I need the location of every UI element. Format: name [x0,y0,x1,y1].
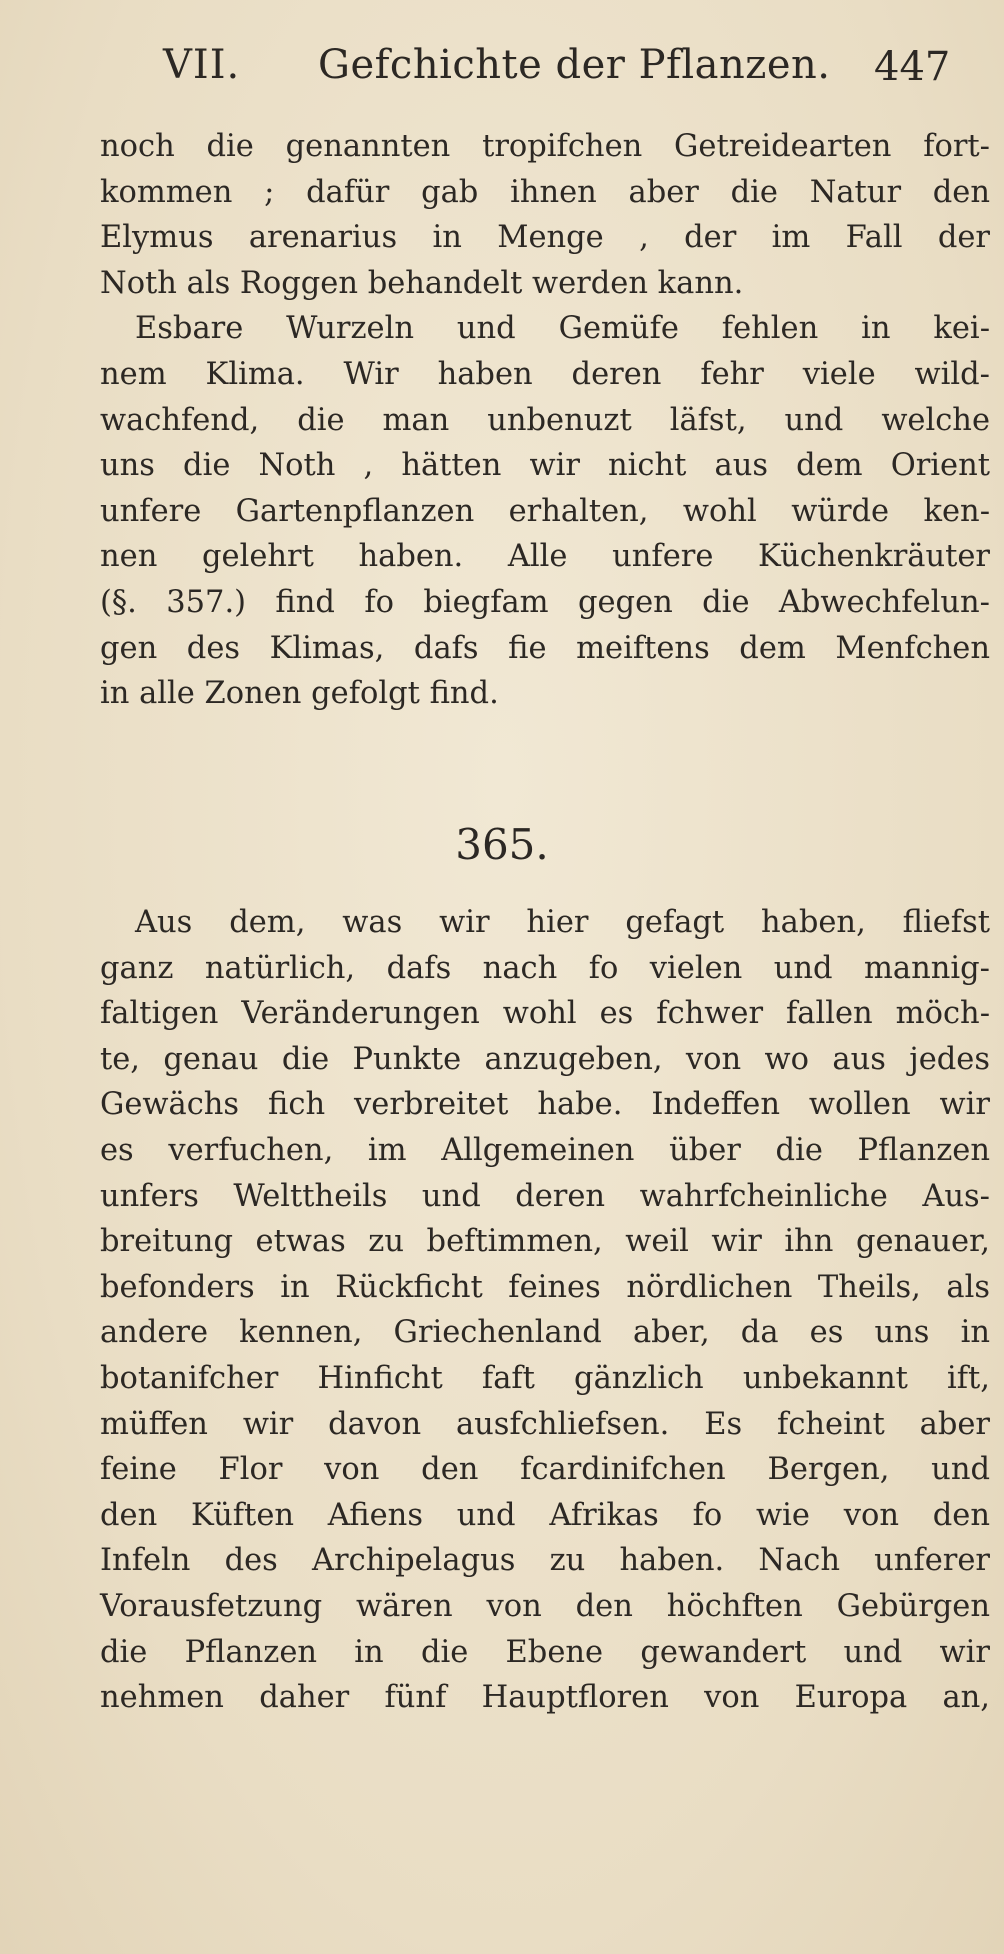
running-header [0,42,1004,102]
text-line: wachfend, die man unbenuzt läfst, und welche [100,402,990,438]
text-line: Esbare Wurzeln und Gemüfe fehlen in kei- [135,311,990,347]
text-line: es verfuchen, im Allgemeinen über die Pflanzen [100,1132,990,1168]
text-line: breitung etwas zu beftimmen, weil wir ihn genauer, [100,1224,990,1260]
text-line: ganz natürlich, dafs nach fo vielen und mannig- [100,950,990,986]
section-number: 365. [455,820,549,869]
text-line: gen des Klimas, dafs fie meiftens dem Menfchen [100,630,990,666]
text-line: faltigen Veränderungen wohl es fchwer fallen möch- [100,996,990,1032]
text-line: den Küften Afiens und Afrikas fo wie von den [100,1497,990,1533]
text-line: nem Klima. Wir haben deren fehr viele wild- [100,356,990,392]
text-line: Noth als Roggen behandelt werden kann. [100,265,744,301]
text-line: in alle Zonen gefolgt find. [100,676,499,712]
text-line: kommen ; dafür gab ihnen aber die Natur den [100,174,990,210]
text-line: (§. 357.) find fo biegfam gegen die Abwechfelun- [100,584,990,620]
text-line: Aus dem, was wir hier gefagt haben, fliefst [135,905,990,940]
text-block-bottom [100,900,990,1721]
text-line: noch die genannten tropifchen Getreidearten fort- [100,129,990,164]
text-line: müffen wir davon ausfchliefsen. Es fcheint aber [100,1406,990,1442]
text-block-top [100,124,990,717]
text-line: Vorausfetzung wären von den höchften Gebürgen [100,1588,990,1624]
page-number: 447 [874,44,951,90]
text-line: befonders in Rückficht feines nördlichen Theils, als [100,1269,990,1305]
text-line: unfers Welttheils und deren wahrfcheinliche Aus- [100,1178,990,1214]
text-line: botanifcher Hinficht faft gänzlich unbekannt ift, [100,1360,990,1396]
text-line: Infeln des Archipelagus zu haben. Nach unferer [100,1543,990,1579]
chapter-number: VII. [163,42,241,88]
text-line: feine Flor von den fcardinifchen Bergen, und [100,1452,990,1488]
text-line: Gewächs fich verbreitet habe. Indeffen wollen wir [100,1087,990,1123]
text-line: Elymus arenarius in Menge , der im Fall der [100,220,990,256]
text-line: andere kennen, Griechenland aber, da es uns in [100,1315,990,1351]
text-line: te, genau die Punkte anzugeben, von wo aus jedes [100,1041,990,1077]
text-line: unfere Gartenpflanzen erhalten, wohl würde ken- [100,493,990,529]
text-line: die Pflanzen in die Ebene gewandert und wir [100,1634,990,1670]
text-line: nehmen daher fünf Hauptfloren von Europa an, [100,1680,990,1716]
text-line: uns die Noth , hätten wir nicht aus dem Orient [100,448,990,484]
text-line: nen gelehrt haben. Alle unfere Küchenkräuter [100,539,990,575]
chapter-title: Gefchichte der Pflanzen. [318,42,831,88]
